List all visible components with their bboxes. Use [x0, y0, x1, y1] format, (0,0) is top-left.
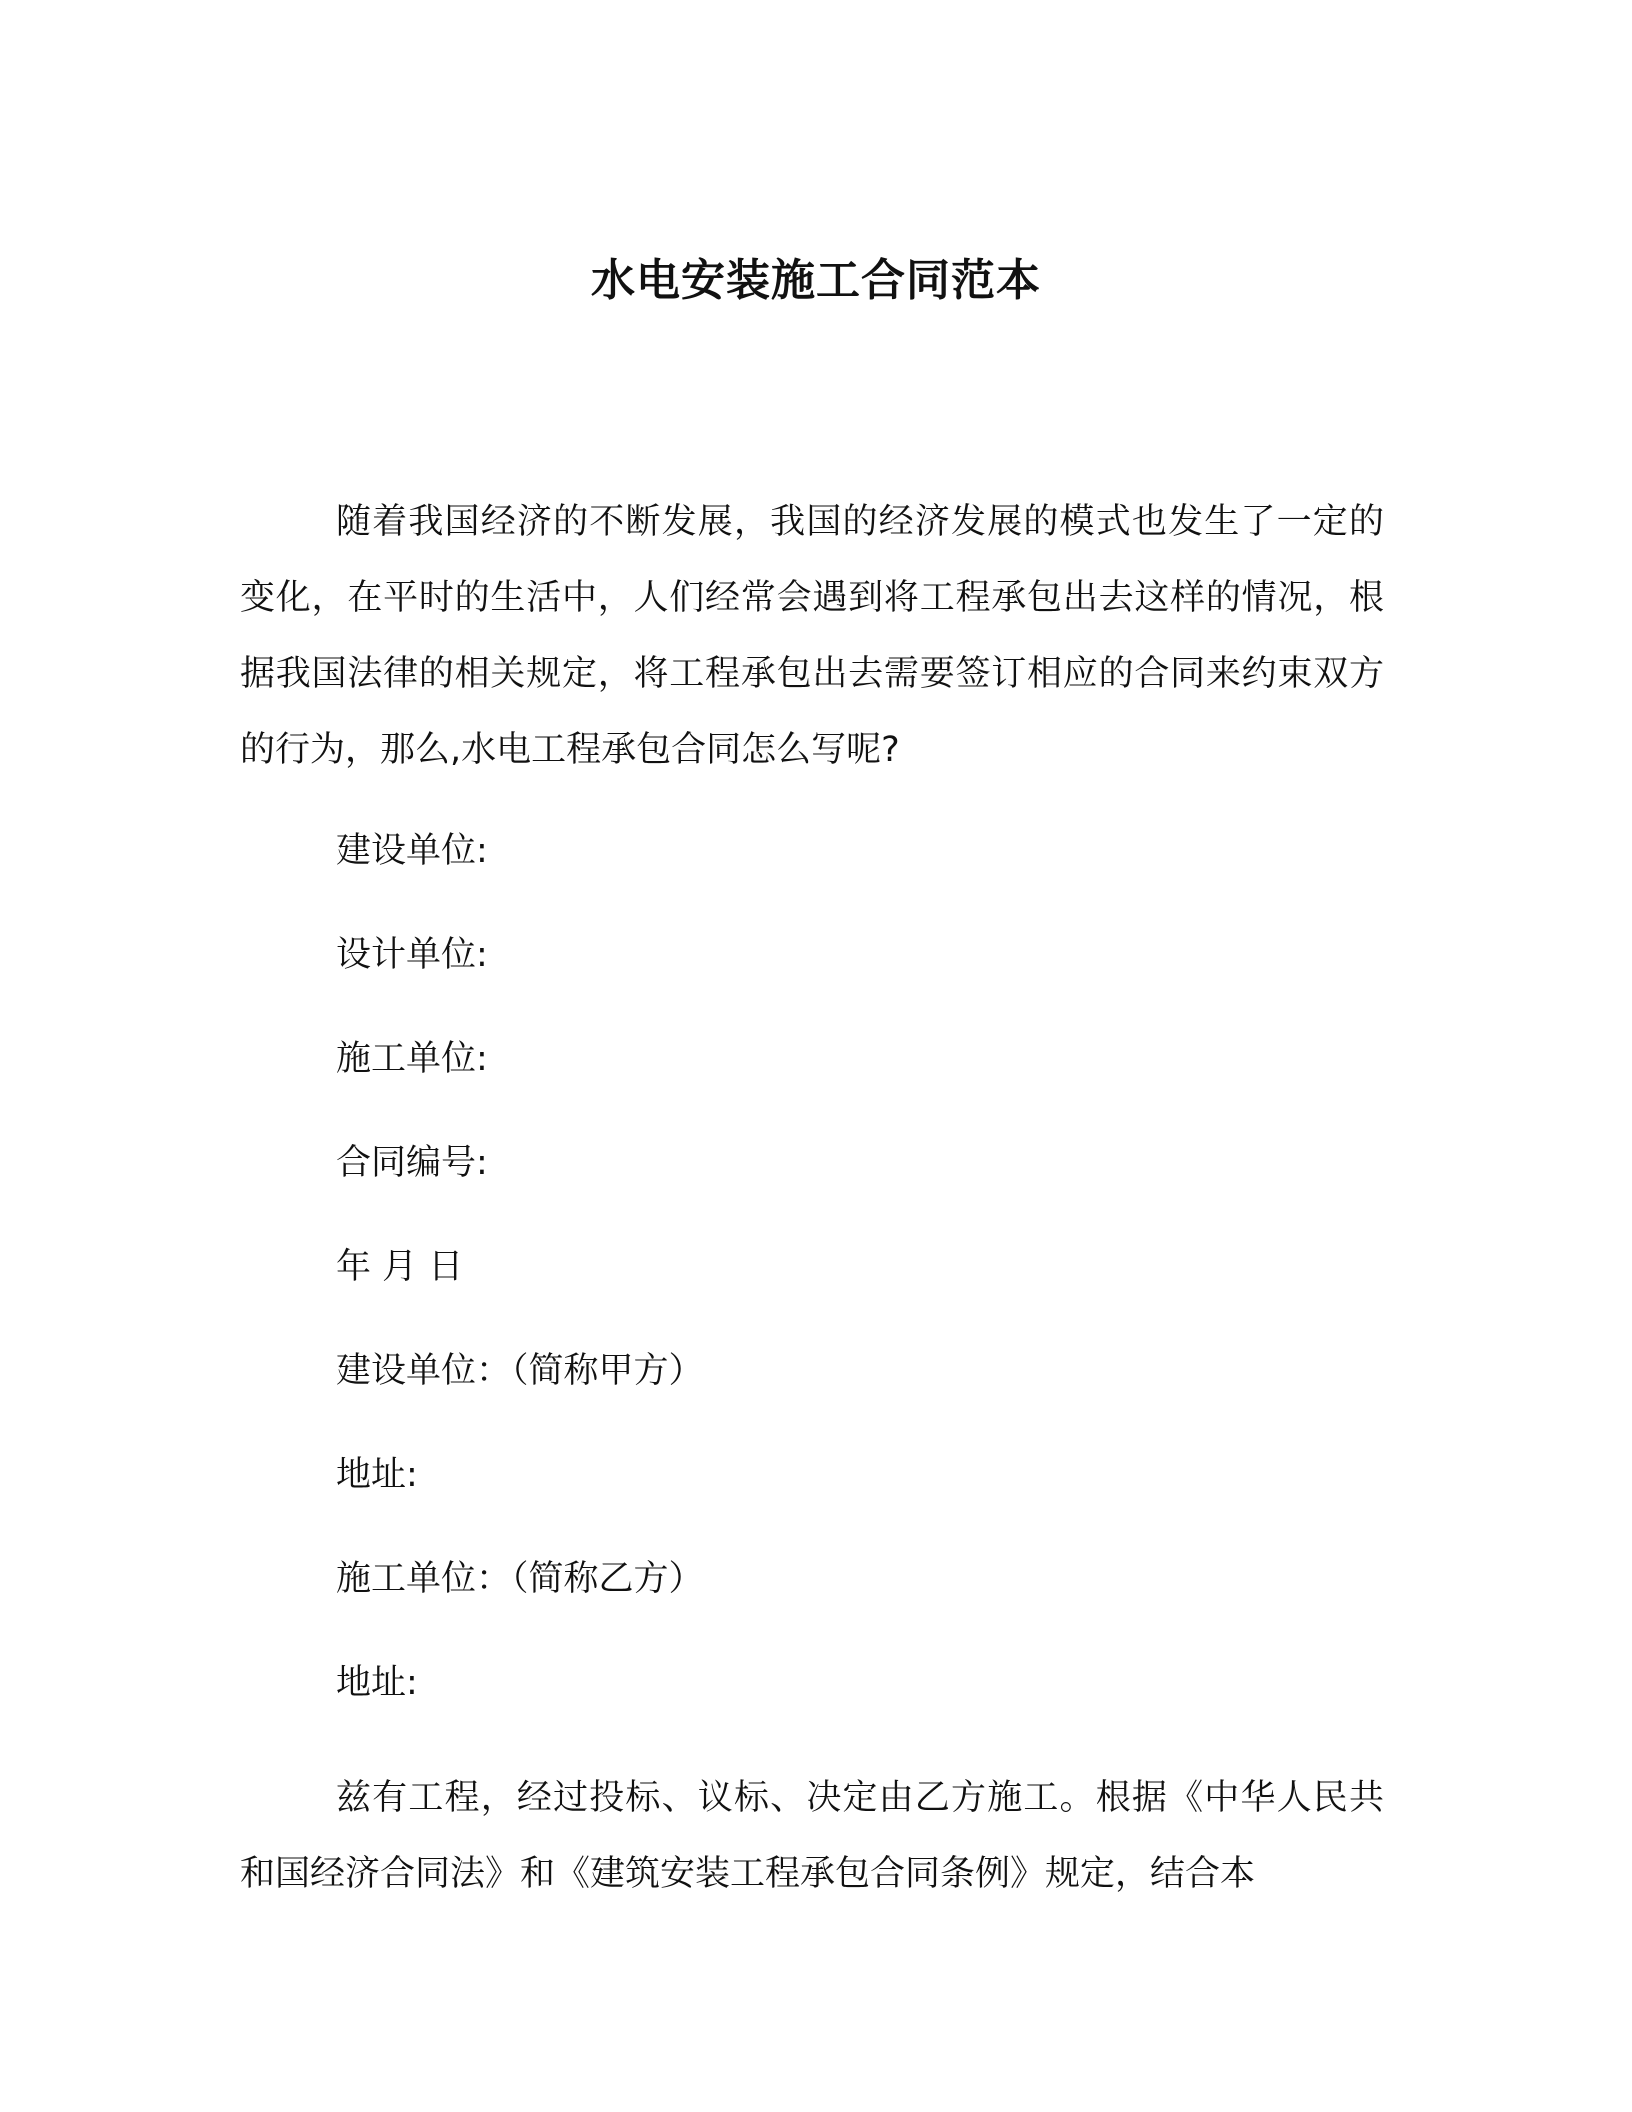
field-construction-contractor: 施工单位:: [336, 1039, 488, 1079]
field-party-b: 施工单位：（简称乙方）: [336, 1559, 704, 1599]
field-contract-number: 合同编号:: [336, 1143, 488, 1183]
field-design-unit: 设计单位:: [336, 935, 488, 975]
field-party-a-address: 地址:: [336, 1455, 418, 1495]
field-construction-unit: 建设单位:: [336, 831, 488, 871]
closing-paragraph-block: [240, 1760, 1384, 1912]
document-title: 水电安装施工合同范本: [591, 255, 1041, 307]
field-party-a: 建设单位：（简称甲方）: [336, 1351, 704, 1391]
intro-paragraph-block: [240, 484, 1384, 788]
field-date: 年 月 日: [336, 1247, 464, 1287]
field-party-b-address: 地址:: [336, 1663, 418, 1703]
intro-paragraph: 随着我国经济的不断发展，我国的经济发展的模式也发生了一定的变化，在平时的生活中，人们经常会遇到将工程承包出去这样的情况，根据我国法律的相关规定，将工程承包出去需要签订相应的合同来约束双方的行为，那么,水电工程承包合同怎么写呢?: [240, 502, 1384, 770]
closing-paragraph: 兹有工程，经过投标、议标、决定由乙方施工。根据《中华人民共和国经济合同法》和《建筑安装工程承包合同条例》规定，结合本: [240, 1778, 1384, 1894]
